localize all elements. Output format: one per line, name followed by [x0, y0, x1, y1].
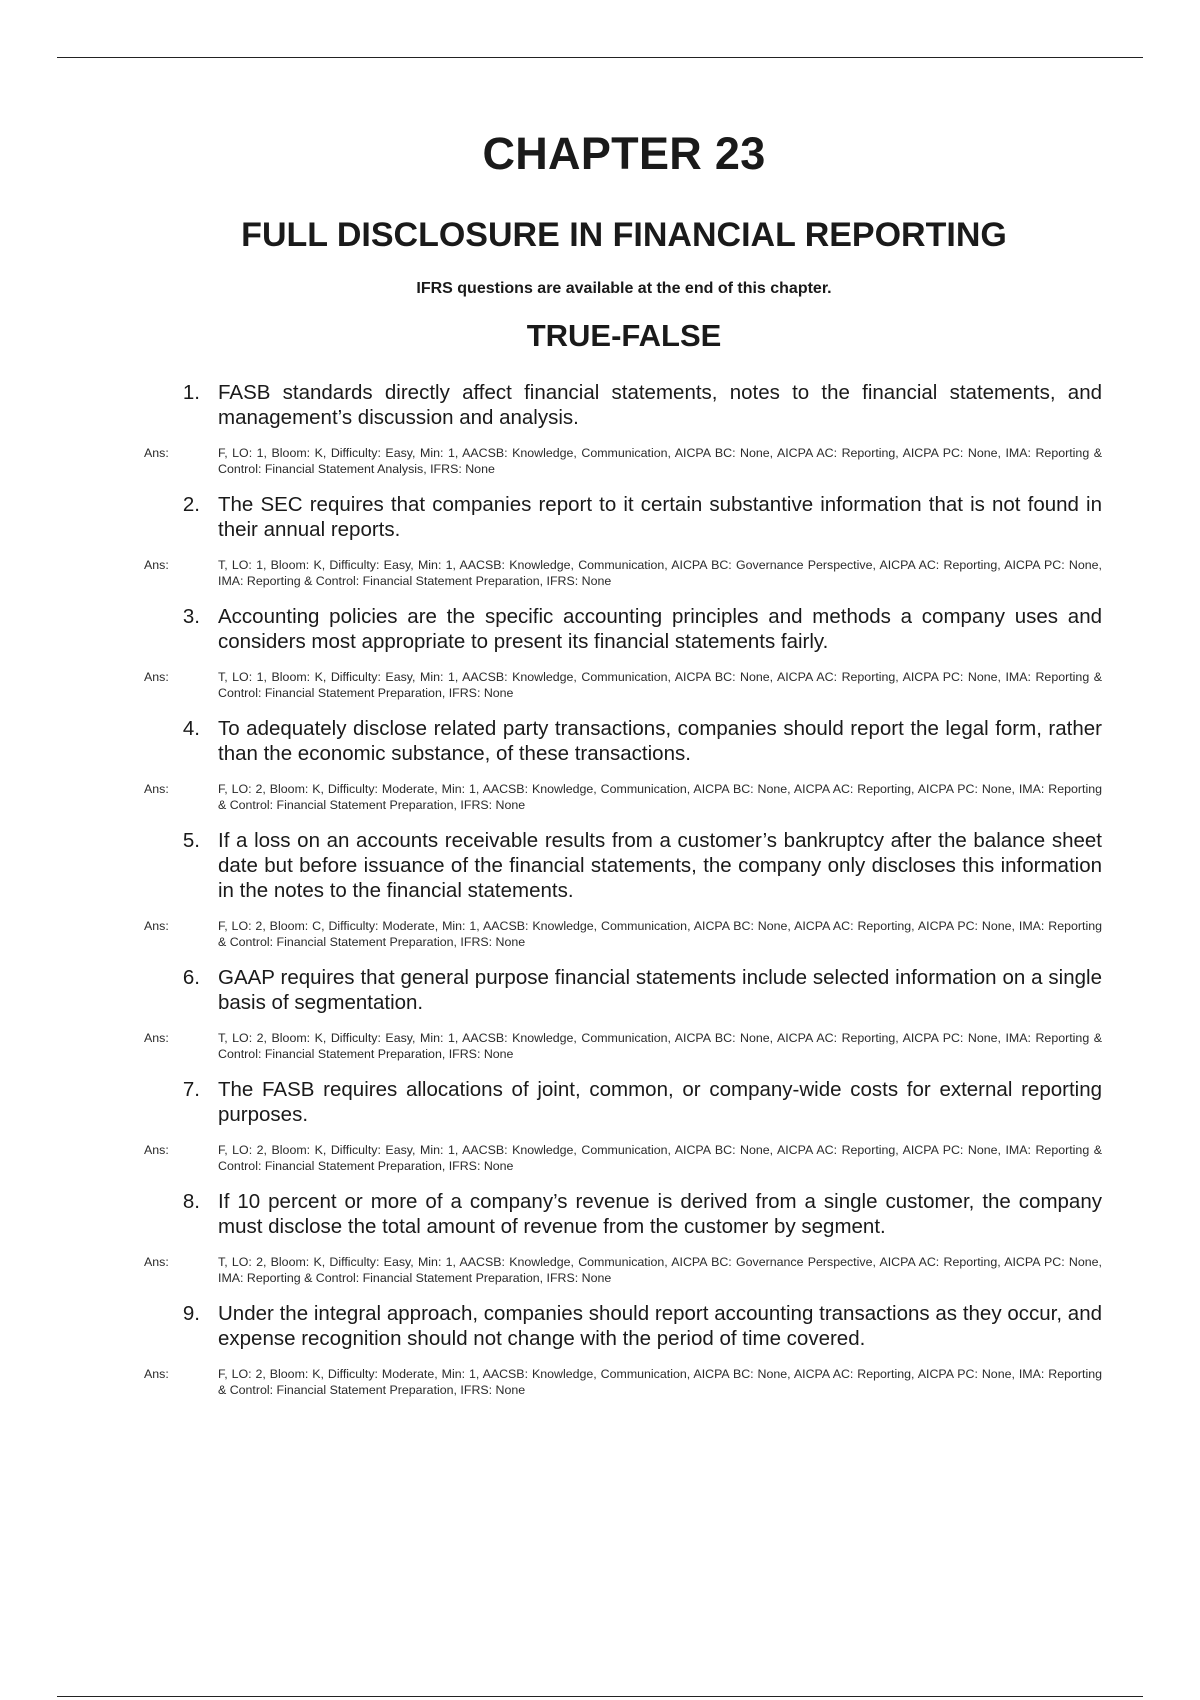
question-text — [140, 716, 1102, 766]
answer-prefix: Ans: — [144, 558, 169, 572]
question-item-2 — [140, 492, 1102, 589]
answer-prefix: Ans: — [144, 670, 169, 684]
answer-body: F, LO: 2, Bloom: K, Difficulty: Moderate, Min: 1, AACSB: Knowledge, Communication, AICPA BC: None, AICPA AC: Reporting, AICPA PC: None, IMA: Reporting & Control: Financial Statement Preparation, IFRS: None — [218, 782, 1102, 812]
question-item-6 — [140, 965, 1102, 1062]
answer-body: T, LO: 2, Bloom: K, Difficulty: Easy, Min: 1, AACSB: Knowledge, Communication, AICPA BC: None, AICPA AC: Reporting, AICPA PC: None, IMA: Reporting & Control: Financial Statement Preparation, IFRS: None — [218, 1031, 1102, 1061]
question-body: If a loss on an accounts receivable results from a customer’s bankruptcy after the balance sheet date but before issuance of the financial statements, the company only discloses this information in the notes to the financial statements. — [218, 829, 1102, 902]
answer-body: F, LO: 1, Bloom: K, Difficulty: Easy, Min: 1, AACSB: Knowledge, Communication, AICPA BC: None, AICPA AC: Reporting, AICPA PC: None, IMA: Reporting & Control: Financial Statement Analysis, IFRS: None — [218, 446, 1102, 476]
question-list — [140, 380, 1102, 1413]
question-item-7 — [140, 1077, 1102, 1174]
question-text — [140, 828, 1102, 903]
question-text — [140, 604, 1102, 654]
question-item-9 — [140, 1301, 1102, 1398]
question-item-4 — [140, 716, 1102, 813]
ifrs-note: IFRS questions are available at the end of this chapter. — [416, 280, 832, 297]
question-text — [140, 380, 1102, 430]
question-item-8 — [140, 1189, 1102, 1286]
question-text — [140, 965, 1102, 1015]
top-rule — [57, 57, 1143, 58]
answer-body: T, LO: 2, Bloom: K, Difficulty: Easy, Min: 1, AACSB: Knowledge, Communication, AICPA BC: Governance Perspective, AICPA AC: Reporting, AICPA PC: None, IMA: Reporting & Control: Financial Statement Preparation, IFRS: None — [218, 1255, 1102, 1285]
question-number: 1. — [182, 381, 200, 404]
section-heading: TRUE-FALSE — [526, 318, 722, 353]
answer-prefix: Ans: — [144, 1031, 169, 1045]
question-item-1 — [140, 380, 1102, 477]
answer-line — [140, 781, 1102, 813]
question-item-5 — [140, 828, 1102, 950]
question-text — [140, 492, 1102, 542]
question-body: Accounting policies are the specific accounting principles and methods a company uses and considers most appropriate to present its financial statements fairly. — [218, 605, 1102, 653]
answer-line — [140, 918, 1102, 950]
answer-line — [140, 669, 1102, 701]
question-number: 5. — [182, 829, 200, 852]
answer-prefix: Ans: — [144, 446, 169, 460]
answer-line — [140, 1142, 1102, 1174]
chapter-title: CHAPTER 23 — [482, 128, 766, 179]
question-number: 4. — [182, 717, 200, 740]
question-text — [140, 1301, 1102, 1351]
question-body: The FASB requires allocations of joint, common, or company-wide costs for external reporting purposes. — [218, 1078, 1102, 1126]
chapter-subtitle: FULL DISCLOSURE IN FINANCIAL REPORTING — [241, 216, 1007, 254]
question-text — [140, 1077, 1102, 1127]
answer-prefix: Ans: — [144, 919, 169, 933]
question-body: If 10 percent or more of a company’s revenue is derived from a single customer, the company must disclose the total amount of revenue from the customer by segment. — [218, 1190, 1102, 1238]
question-number: 3. — [182, 605, 200, 628]
answer-body: F, LO: 2, Bloom: K, Difficulty: Easy, Min: 1, AACSB: Knowledge, Communication, AICPA BC: None, AICPA AC: Reporting, AICPA PC: None, IMA: Reporting & Control: Financial Statement Preparation, IFRS: None — [218, 1143, 1102, 1173]
question-number: 7. — [182, 1078, 200, 1101]
question-body: To adequately disclose related party transactions, companies should report the legal form, rather than the economic substance, of these transactions. — [218, 717, 1102, 765]
answer-line — [140, 1030, 1102, 1062]
answer-body: F, LO: 2, Bloom: K, Difficulty: Moderate, Min: 1, AACSB: Knowledge, Communication, AICPA BC: None, AICPA AC: Reporting, AICPA PC: None, IMA: Reporting & Control: Financial Statement Preparation, IFRS: None — [218, 1367, 1102, 1397]
question-body: The SEC requires that companies report to it certain substantive information that is not found in their annual reports. — [218, 493, 1102, 541]
question-number: 8. — [182, 1190, 200, 1213]
answer-body: T, LO: 1, Bloom: K, Difficulty: Easy, Min: 1, AACSB: Knowledge, Communication, AICPA BC: Governance Perspective, AICPA AC: Reporting, AICPA PC: None, IMA: Reporting & Control: Financial Statement Preparation, IFRS: None — [218, 558, 1102, 588]
answer-line — [140, 1366, 1102, 1398]
answer-prefix: Ans: — [144, 1367, 169, 1381]
answer-prefix: Ans: — [144, 1143, 169, 1157]
question-number: 2. — [182, 493, 200, 516]
answer-line — [140, 557, 1102, 589]
bottom-rule — [57, 1696, 1143, 1697]
answer-body: F, LO: 2, Bloom: C, Difficulty: Moderate, Min: 1, AACSB: Knowledge, Communication, AICPA BC: None, AICPA AC: Reporting, AICPA PC: None, IMA: Reporting & Control: Financial Statement Preparation, IFRS: None — [218, 919, 1102, 949]
question-item-3 — [140, 604, 1102, 701]
answer-prefix: Ans: — [144, 782, 169, 796]
question-body: GAAP requires that general purpose financial statements include selected information on a single basis of segmentation. — [218, 966, 1102, 1014]
question-body: Under the integral approach, companies should report accounting transactions as they occur, and expense recognition should not change with the period of time covered. — [218, 1302, 1102, 1350]
question-text — [140, 1189, 1102, 1239]
answer-prefix: Ans: — [144, 1255, 169, 1269]
question-body: FASB standards directly affect financial statements, notes to the financial statements, and management’s discussion and analysis. — [218, 381, 1102, 429]
question-number: 9. — [182, 1302, 200, 1325]
answer-line — [140, 1254, 1102, 1286]
answer-body: T, LO: 1, Bloom: K, Difficulty: Easy, Min: 1, AACSB: Knowledge, Communication, AICPA BC: None, AICPA AC: Reporting, AICPA PC: None, IMA: Reporting & Control: Financial Statement Preparation, IFRS: None — [218, 670, 1102, 700]
question-number: 6. — [182, 966, 200, 989]
answer-line — [140, 445, 1102, 477]
